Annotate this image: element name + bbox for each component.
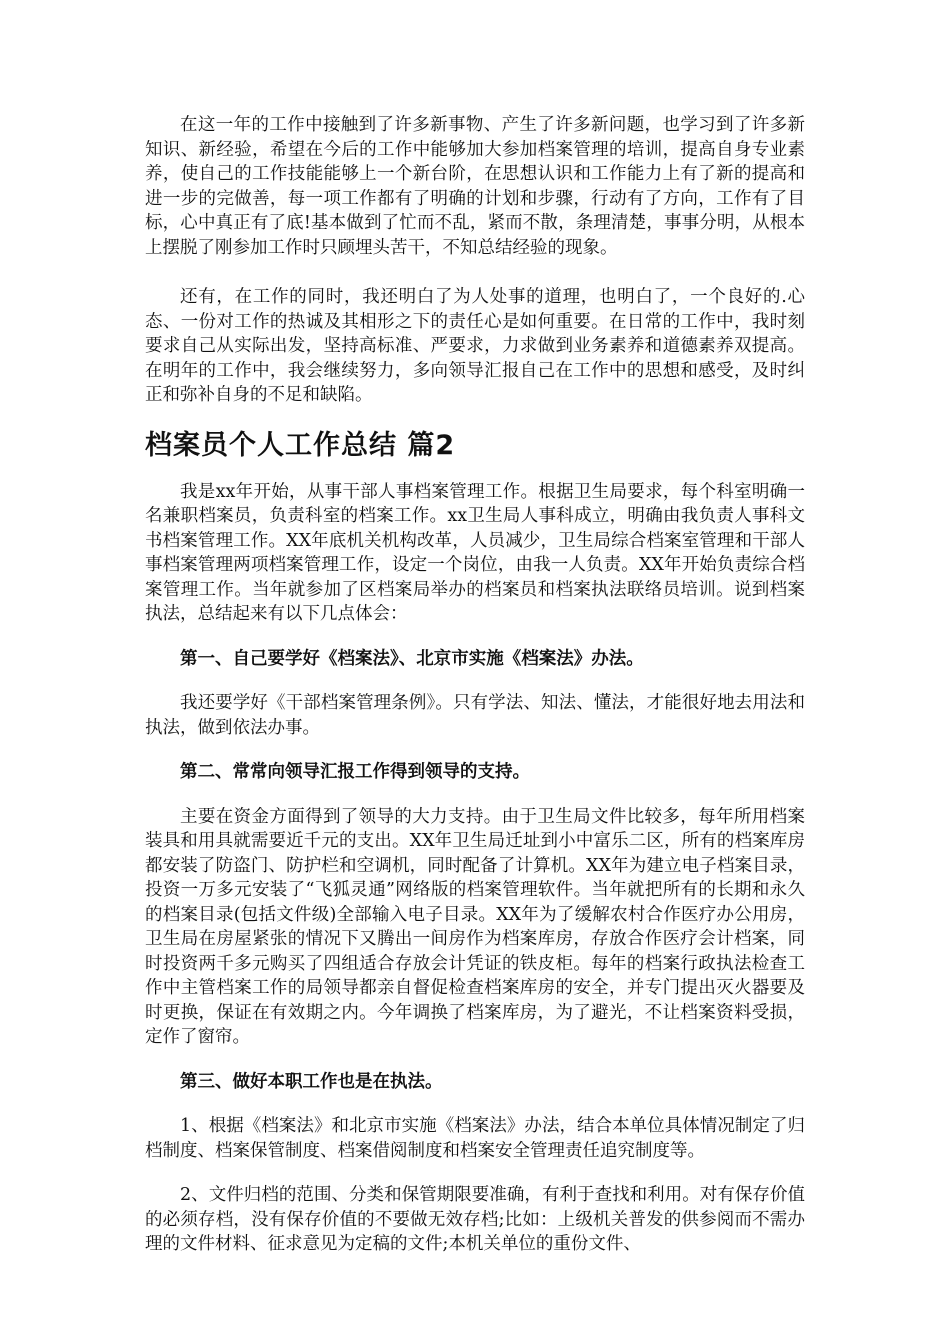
paragraph-1: 在这一年的工作中接触到了许多新事物、产生了许多新问题，也学习到了许多新知识、新经验，希望在今后的工作中能够加大参加档案管理的培训，提高自身专业素养，使自己的工作技能能够上一个新台阶，在思想认识和工作能力上有了新的提高和进一步的完做善，每一项工作都有了明确的计划和步骤，行动有了方向，工作有了目标，心中真正有了底!基本做到了忙而不乱，紧而不散，条理清楚，事事分明，从根本上摆脱了刚参加工作时只顾埋头苦干，不知总结经验的现象。 [145,115,805,258]
document-page [145,113,805,1257]
subheading-1: 第一、自己要学好《档案法》、北京市实施《档案法》办法。 [180,648,644,669]
paragraph-2: 还有，在工作的同时，我还明白了为人处事的道理，也明白了，一个良好的.心态、一份对工作的热诚及其相形之下的责任心是如何重要。在日常的工作中，我时刻要求自己从实际出发，坚持高标准、严要求，力求做到业务素养和道德素养双提高。在明年的工作中，我会继续努力，多向领导汇报自己在工作中的思想和感受，及时纠正和弥补自身的不足和缺陷。 [145,287,805,405]
section-heading: 档案员个人工作总结 篇2 [145,429,456,461]
subheading-3: 第三、做好本职工作也是在执法。 [180,1071,443,1092]
subheading-2: 第二、常常向领导汇报工作得到领导的支持。 [180,762,530,782]
paragraph-5: 主要在资金方面得到了领导的大力支持。由于卫生局文件比较多，每年所用档案装具和用具就需要近千元的支出。XX年卫生局迁址到小中富乐二区，所有的档案库房都安装了防盗门、防护栏和空调机，同时配备了计算机。XX年为建立电子档案目录，投资一万多元安装了“飞狐灵通”网络版的档案管理软件。当年就把所有的长期和永久的档案目录(包括文件级)全部输入电子目录。XX年为了缓解农村合作医疗办公用房，卫生局在房屋紧张的情况下又腾出一间房作为档案库房，存放合作医疗会计档案，同时投资两千多元购买了四组适合存放会计凭证的铁皮柜。每年的档案行政执法检查工作中主管档案工作的局领导都亲自督促检查档案库房的安全，并专门提出灭火器要及时更换，保证在有效期之内。今年调换了档案库房，为了避光，不让档案资料受损，定作了窗帘。 [145,806,805,1047]
paragraph-4: 我还要学好《干部档案管理条例》。只有学法、知法、懂法，才能很好地去用法和执法，做到依法办事。 [145,693,805,738]
paragraph-3: 我是xx年开始，从事干部人事档案管理工作。根据卫生局要求，每个科室明确一名兼职档案员，负责科室的档案工作。xx卫生局人事科成立，明确由我负责人事科文书档案管理工作。XX年底机关机构改革，人员减少，卫生局综合档案室管理和干部人事档案管理两项档案管理工作，设定一个岗位，由我一人负责。XX年开始负责综合档案管理工作。当年就参加了区档案局举办的档案员和档案执法联络员培训。说到档案执法，总结起来有以下几点体会： [145,481,805,624]
paragraph-7: 2、文件归档的范围、分类和保管期限要准确，有利于查找和利用。对有保存价值的必须存档，没有保存价值的不要做无效存档;比如：上级机关普发的供参阅而不需办理的文件材料、征求意见为定稿的文件;本机关单位的重份文件、 [145,1185,805,1254]
paragraph-6: 1、根据《档案法》和北京市实施《档案法》办法，结合本单位具体情况制定了归档制度、档案保管制度、档案借阅制度和档案安全管理责任追究制度等。 [145,1116,805,1161]
